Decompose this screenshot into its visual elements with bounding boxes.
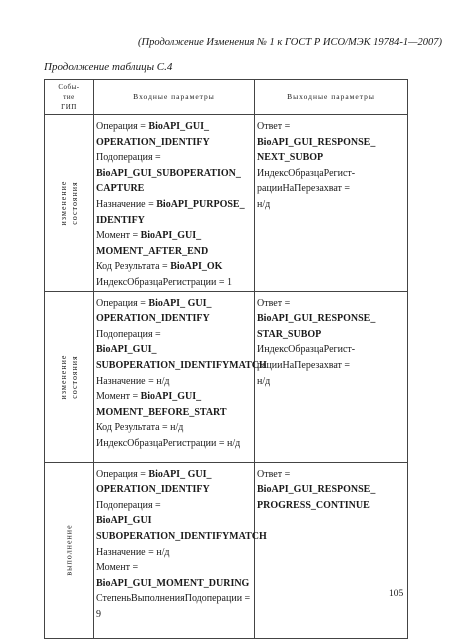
param-text: ИндексОбразцаРегистрации = 1 <box>96 276 233 288</box>
input-param-line <box>96 607 253 623</box>
output-param-line <box>257 296 406 312</box>
input-param-line <box>96 327 253 343</box>
param-value: BioAPI_GUI_RESPONSE_ <box>257 313 376 325</box>
output-param-line <box>257 135 406 151</box>
param-text: Подоперация = <box>96 499 161 511</box>
param-text: Подоперация = <box>96 328 161 340</box>
param-value: BioAPI_OK <box>170 261 223 273</box>
input-param-line <box>96 119 253 135</box>
param-value: STAR_SUBOP <box>257 328 322 340</box>
param-text: Назначение = <box>96 198 157 210</box>
input-param-line <box>96 420 253 436</box>
output-params-cell <box>255 291 408 462</box>
param-value: MOMENT_AFTER_END <box>96 245 209 257</box>
input-param-line <box>96 513 253 529</box>
param-text: Момент = <box>96 230 141 242</box>
output-param-line <box>257 467 406 483</box>
output-param-line <box>257 482 406 498</box>
input-param-line <box>96 545 253 561</box>
input-params-cell <box>94 291 267 462</box>
param-text: Ответ = <box>257 297 291 309</box>
param-value: BioAPI_GUI_RESPONSE_ <box>257 136 376 148</box>
input-param-line <box>96 259 253 275</box>
param-value: MOMENT_BEFORE_START <box>96 406 227 418</box>
param-value: CAPTURE <box>96 183 145 195</box>
column-header-event-line2: тие <box>63 93 75 101</box>
param-value: BioAPI_GUI <box>96 515 152 527</box>
input-param-line <box>96 436 253 452</box>
input-param-line <box>96 275 253 291</box>
input-param-line <box>96 405 253 421</box>
param-text: Момент = <box>96 562 139 574</box>
input-param-line <box>96 228 253 244</box>
output-param-line <box>257 181 406 197</box>
param-text: Назначение = н/д <box>96 375 170 387</box>
column-header-event-line1: Собы- <box>58 83 80 91</box>
param-value: BioAPI_GUI_ <box>140 230 202 242</box>
output-param-line <box>257 197 406 213</box>
event-label-line1: изменение <box>59 180 68 226</box>
event-label-line2: состояния <box>70 181 79 225</box>
output-param-line <box>257 498 406 514</box>
input-param-line <box>96 482 253 498</box>
event-label <box>58 180 80 225</box>
column-header-output: Выходные параметры <box>255 80 408 115</box>
param-value: SUBOPERATION_IDENTIFYMATCH <box>96 359 267 371</box>
output-param-line <box>257 327 406 343</box>
output-params-cell <box>255 115 408 292</box>
param-text: Ответ = <box>257 468 291 480</box>
param-value: OPERATION_IDENTIFY <box>96 136 210 148</box>
param-text: Момент = <box>96 391 141 403</box>
input-param-line <box>96 358 267 374</box>
column-header-event <box>45 80 94 115</box>
param-value: OPERATION_IDENTIFY <box>96 313 210 325</box>
param-value: BioAPI_GUI_RESPONSE_ <box>257 484 376 496</box>
param-value: BioAPI_PURPOSE_ <box>156 198 245 210</box>
output-param-line <box>257 311 406 327</box>
param-value: BioAPI_GUI_MOMENT_DURING <box>96 577 250 589</box>
param-text: н/д <box>257 198 271 210</box>
param-value: OPERATION_IDENTIFY <box>96 484 210 496</box>
column-header-event-line3: ГИП <box>61 103 77 111</box>
input-param-line <box>96 498 253 514</box>
param-text: Код Результата = н/д <box>96 422 184 434</box>
event-cell <box>45 291 94 462</box>
input-params-cell <box>94 115 255 292</box>
input-param-line <box>96 342 253 358</box>
event-label-line2: состояния <box>70 354 79 399</box>
input-param-line <box>96 166 253 182</box>
table-row <box>45 462 408 638</box>
input-param-line <box>96 135 253 151</box>
page-number: 105 <box>389 589 404 599</box>
input-param-line <box>96 244 253 260</box>
event-cell <box>45 462 94 638</box>
param-text: Подоперация = <box>96 152 161 164</box>
input-param-line <box>96 311 253 327</box>
param-text: Операция = <box>96 297 149 309</box>
event-cell <box>45 115 94 292</box>
param-text: ИндексОбразцаРегист- <box>257 344 356 356</box>
param-text: рацииНаПерезахват = <box>257 359 351 371</box>
output-param-line <box>257 166 406 182</box>
input-params-cell <box>94 462 267 638</box>
event-label <box>58 354 80 399</box>
param-text: ИндексОбразцаРегист- <box>257 167 356 179</box>
input-param-line <box>96 150 253 166</box>
param-value: BioAPI_ GUI_ <box>148 468 212 480</box>
param-value: BioAPI_GUI_ <box>148 121 209 132</box>
input-param-line <box>96 576 253 592</box>
param-text: Операция = <box>96 468 149 480</box>
input-param-line <box>96 197 253 213</box>
input-param-line <box>96 374 253 390</box>
param-text: 9 <box>96 608 101 620</box>
event-label-line1: выполнение <box>64 524 74 576</box>
param-text: Назначение = н/д <box>96 546 170 558</box>
output-param-line <box>257 342 406 358</box>
output-param-line <box>257 374 406 390</box>
input-param-line <box>96 560 253 576</box>
input-param-line <box>96 591 253 607</box>
output-params-cell <box>255 462 408 638</box>
param-value: BioAPI_GUI_SUBOPERATION_ <box>96 167 241 179</box>
table-row <box>45 291 408 462</box>
input-param-line <box>96 213 253 229</box>
input-param-line <box>96 181 253 197</box>
input-param-line <box>96 467 253 483</box>
param-value: NEXT_SUBOP <box>257 152 324 164</box>
table-row <box>45 115 408 292</box>
param-value: SUBOPERATION_IDENTIFYMATCH <box>96 530 267 542</box>
output-param-line <box>257 150 406 166</box>
param-value: BioAPI_ GUI_ <box>148 297 212 309</box>
parameters-table <box>44 79 408 639</box>
output-param-line <box>257 119 406 135</box>
param-text: Операция = <box>96 121 149 132</box>
page-header: (Продолжение Изменения № 1 к ГОСТ Р ИСО/МЭК 19784-1—2007) <box>138 37 442 48</box>
table-header-row <box>45 80 408 115</box>
column-header-input: Входные параметры <box>94 80 255 115</box>
param-text: рацииНаПерезахват = <box>257 183 351 195</box>
param-text: Ответ = <box>257 121 291 132</box>
input-param-line <box>96 389 253 405</box>
table-caption: Продолжение таблицы С.4 <box>44 61 173 73</box>
output-param-line <box>257 358 406 374</box>
param-text: н/д <box>257 375 271 387</box>
param-value: BioAPI_GUI_ <box>96 344 157 356</box>
event-label <box>64 524 75 575</box>
param-value: PROGRESS_CONTINUE <box>257 499 370 511</box>
input-param-line <box>96 296 253 312</box>
param-value: BioAPI_GUI_ <box>140 391 202 403</box>
event-label-line1: изменение <box>59 354 68 399</box>
param-text: ИндексОбразцаРегистрации = н/д <box>96 437 241 449</box>
input-param-line <box>96 529 267 545</box>
param-text: СтепеньВыполненияПодоперации = <box>96 593 251 605</box>
param-value: IDENTIFY <box>96 214 145 226</box>
param-text: Код Результата = <box>96 261 171 273</box>
